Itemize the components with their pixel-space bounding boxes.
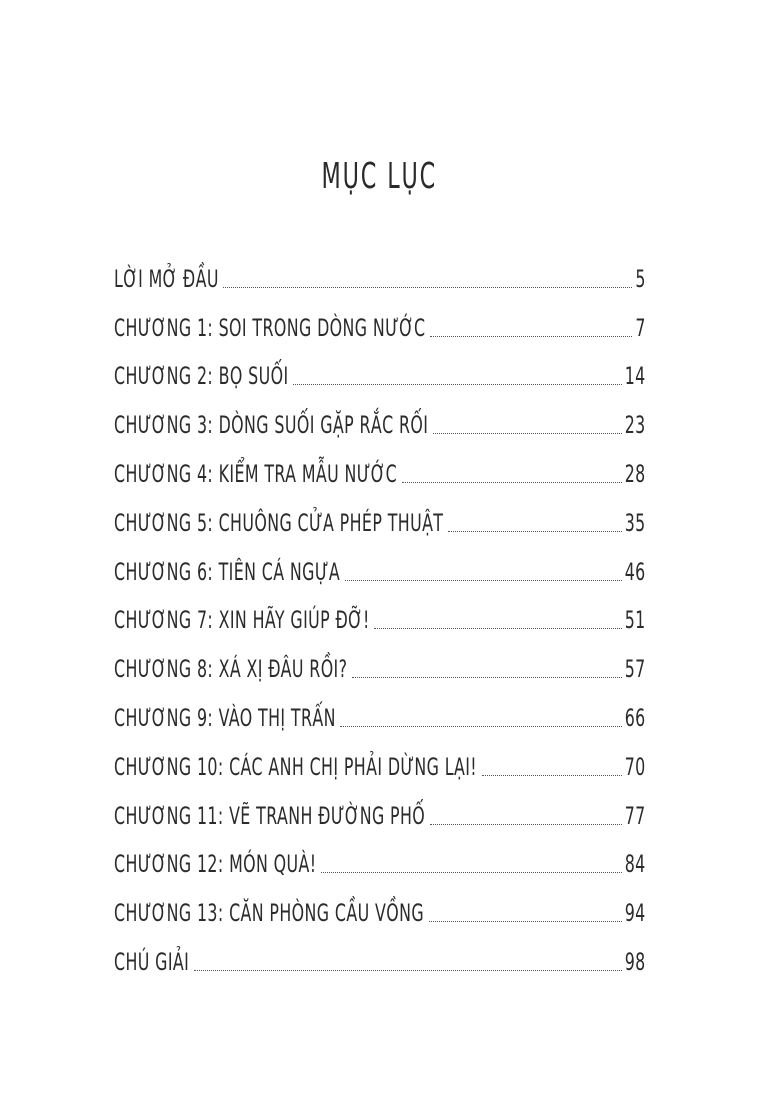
toc-entry-page-number: 7 (635, 313, 646, 342)
dot-leader (429, 920, 622, 922)
toc-entry[interactable] (114, 490, 646, 539)
dot-leader (448, 530, 622, 532)
toc-entry-label: CHƯƠNG 12: MÓN QUÀ! (114, 850, 317, 879)
toc-entry[interactable] (114, 929, 646, 978)
toc-entry[interactable] (114, 734, 646, 783)
toc-entry[interactable] (114, 539, 646, 588)
toc-entry-page-number: 28 (625, 459, 646, 488)
dot-leader (345, 579, 622, 581)
dot-leader (374, 627, 622, 629)
dot-leader (430, 823, 622, 825)
toc-entry[interactable] (114, 685, 646, 734)
toc-entry[interactable] (114, 246, 646, 295)
toc-entry-label: CHƯƠNG 13: CĂN PHÒNG CẦU VỒNG (114, 899, 425, 928)
toc-entry-label: CHƯƠNG 9: VÀO THỊ TRẤN (114, 703, 336, 732)
toc-entry-page-number: 35 (625, 508, 646, 537)
toc-entry[interactable] (114, 880, 646, 929)
dot-leader (194, 969, 622, 971)
toc-entry-page-number: 70 (625, 752, 646, 781)
toc-entry-label: CHƯƠNG 11: VẼ TRANH ĐƯỜNG PHỐ (114, 801, 426, 830)
dot-leader (340, 725, 622, 727)
toc-entry-page-number: 98 (625, 947, 646, 976)
toc-entry-label: CHƯƠNG 3: DÒNG SUỐI GẶP RẮC RỐI (114, 411, 429, 440)
toc-entry-label: CHƯƠNG 2: BỌ SUỐI (114, 362, 289, 391)
toc-entry-label: LỜI MỞ ĐẦU (114, 264, 219, 293)
toc-entry[interactable] (114, 588, 646, 637)
dot-leader (321, 871, 622, 873)
toc-entry-page-number: 23 (625, 411, 646, 440)
toc-entry-page-number: 77 (625, 801, 646, 830)
page-title: MỤC LỤC (321, 156, 438, 198)
toc-entry-page-number: 46 (625, 557, 646, 586)
toc-entry-page-number: 66 (625, 703, 646, 732)
toc-entry-label: CHÚ GIẢI (114, 947, 190, 976)
toc-entry[interactable] (114, 344, 646, 393)
toc-entry-page-number: 57 (625, 655, 646, 684)
toc-entry-label: CHƯƠNG 8: XÁ XỊ ĐÂU RỒI? (114, 655, 348, 684)
toc-entry[interactable] (114, 295, 646, 344)
toc-entry[interactable] (114, 636, 646, 685)
toc-entry-page-number: 84 (625, 850, 646, 879)
toc-entry-page-number: 5 (635, 264, 646, 293)
toc-entry-label: CHƯƠNG 7: XIN HÃY GIÚP ĐỠ! (114, 606, 370, 635)
toc-entry[interactable] (114, 783, 646, 832)
dot-leader (433, 432, 622, 434)
dot-leader (430, 335, 632, 337)
toc-entry[interactable] (114, 441, 646, 490)
dot-leader (482, 774, 622, 776)
toc-entry-label: CHƯƠNG 1: SOI TRONG DÒNG NƯỚC (114, 313, 426, 342)
toc-entry[interactable] (114, 392, 646, 441)
dot-leader (223, 286, 632, 288)
toc-entry-page-number: 14 (625, 362, 646, 391)
toc-entry-label: CHƯƠNG 4: KIỂM TRA MẪU NƯỚC (114, 459, 398, 488)
dot-leader (402, 481, 622, 483)
toc-entry[interactable] (114, 832, 646, 881)
dot-leader (293, 383, 622, 385)
toc-entry-label: CHƯƠNG 6: TIÊN CÁ NGỰA (114, 557, 341, 586)
toc-entry-page-number: 94 (625, 899, 646, 928)
table-of-contents (114, 246, 646, 978)
toc-entry-label: CHƯƠNG 5: CHUÔNG CỬA PHÉP THUẬT (114, 508, 444, 537)
toc-entry-page-number: 51 (625, 606, 646, 635)
toc-entry-label: CHƯƠNG 10: CÁC ANH CHỊ PHẢI DỪNG LẠI! (114, 752, 478, 781)
dot-leader (352, 676, 622, 678)
